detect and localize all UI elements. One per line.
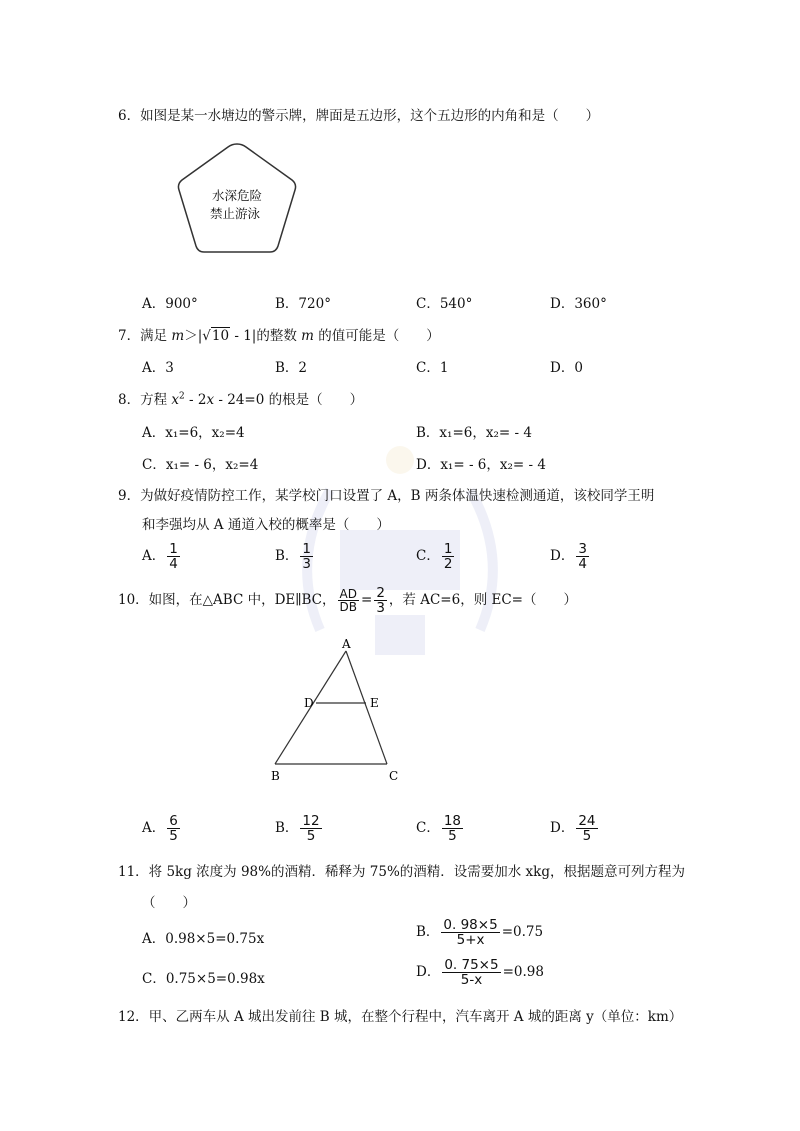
q6-option-c[interactable]: C．540° (416, 296, 473, 312)
q6-option-d[interactable]: D．360° (550, 296, 607, 312)
q9-stem-line2: 和李强均从 A 通道入校的概率是（ ） (142, 517, 390, 533)
sign-text-2: 禁止游泳 (210, 206, 261, 221)
q7-option-b[interactable]: B．2 (275, 360, 308, 376)
q8-option-a[interactable]: A．x₁=6，x₂=4 (142, 425, 245, 441)
q11-stem-line1: 11．将 5kg 浓度为 98%的酒精．稀释为 75%的酒精．设需要加水 xkg，根据题意可列方程为 (118, 864, 685, 880)
q8-option-c[interactable]: C．x₁= - 6，x₂=4 (142, 457, 259, 473)
q8-option-b[interactable]: B．x₁=6，x₂= - 4 (416, 425, 532, 441)
q9-option-d[interactable]: D． $\frac{3}{4}$ (550, 541, 587, 573)
q8-option-d[interactable]: D．x₁= - 6，x₂= - 4 (416, 457, 546, 473)
q10-option-b[interactable]: B． $\frac{12}{5}$ (275, 813, 320, 845)
sign-text-1: 水深危险 (212, 188, 263, 203)
q10-option-a[interactable]: A． $\frac{6}{5}$ (142, 813, 178, 845)
q11-option-b[interactable]: B． $\frac{0. 98\times 5}{5+x}$ =0.75 (416, 917, 544, 949)
q8-stem: 8．方程 $x^2 - 2x - 24=0$ 的根是（ ） (118, 391, 364, 408)
q11-option-a[interactable]: A．0.98×5=0.75x (142, 931, 265, 947)
label-c: C (389, 769, 399, 783)
q7-option-c[interactable]: C．1 (416, 360, 449, 376)
q10-option-c[interactable]: C． $\frac{18}{5}$ (416, 813, 462, 845)
q11-option-d[interactable]: D． $\frac{0. 75\times 5}{5-x}$ =0.98 (416, 957, 544, 989)
q10-stem: 10．如图，在△ABC 中，DE∥BC， $\frac{AD}{DB}$ = $\frac{2}{3}$ ，若 AC=6，则 EC=（ ） (118, 585, 577, 617)
q6-stem: 6．如图是某一水塘边的警示牌，牌面是五边形，这个五边形的内角和是（ ） (118, 108, 600, 124)
label-a: A (342, 637, 351, 651)
q11-option-c[interactable]: C．0.75×5=0.98x (142, 971, 265, 987)
q7-option-d[interactable]: D．0 (550, 360, 583, 376)
q9-option-c[interactable]: C． $\frac{1}{2}$ (416, 541, 453, 573)
triangle-abc-figure (265, 630, 415, 790)
q9-stem-line1: 9．为做好疫情防控工作，某学校门口设置了 A，B 两条体温快速检测通道，该校同学王明 (118, 488, 655, 504)
q6-option-b[interactable]: B．720° (275, 296, 331, 312)
label-b: B (271, 769, 280, 783)
q9-option-b[interactable]: B． $\frac{1}{3}$ (275, 541, 312, 573)
q7-option-a[interactable]: A．3 (142, 360, 174, 376)
q7-stem: 7．满足 m＞|√10 - 1|的整数 m 的值可能是（ ） (118, 328, 440, 344)
q9-option-a[interactable]: A． $\frac{1}{4}$ (142, 541, 178, 573)
label-e: E (370, 696, 379, 710)
q6-option-a[interactable]: A．900° (142, 296, 198, 312)
q11-stem-line2: （ ） (142, 895, 196, 911)
q10-option-d[interactable]: D． $\frac{24}{5}$ (550, 813, 596, 845)
q12-stem-line1: 12．甲、乙两车从 A 城出发前往 B 城，在整个行程中，汽车离开 A 城的距离 y（单位：km） (118, 1009, 683, 1025)
label-d: D (304, 696, 314, 710)
